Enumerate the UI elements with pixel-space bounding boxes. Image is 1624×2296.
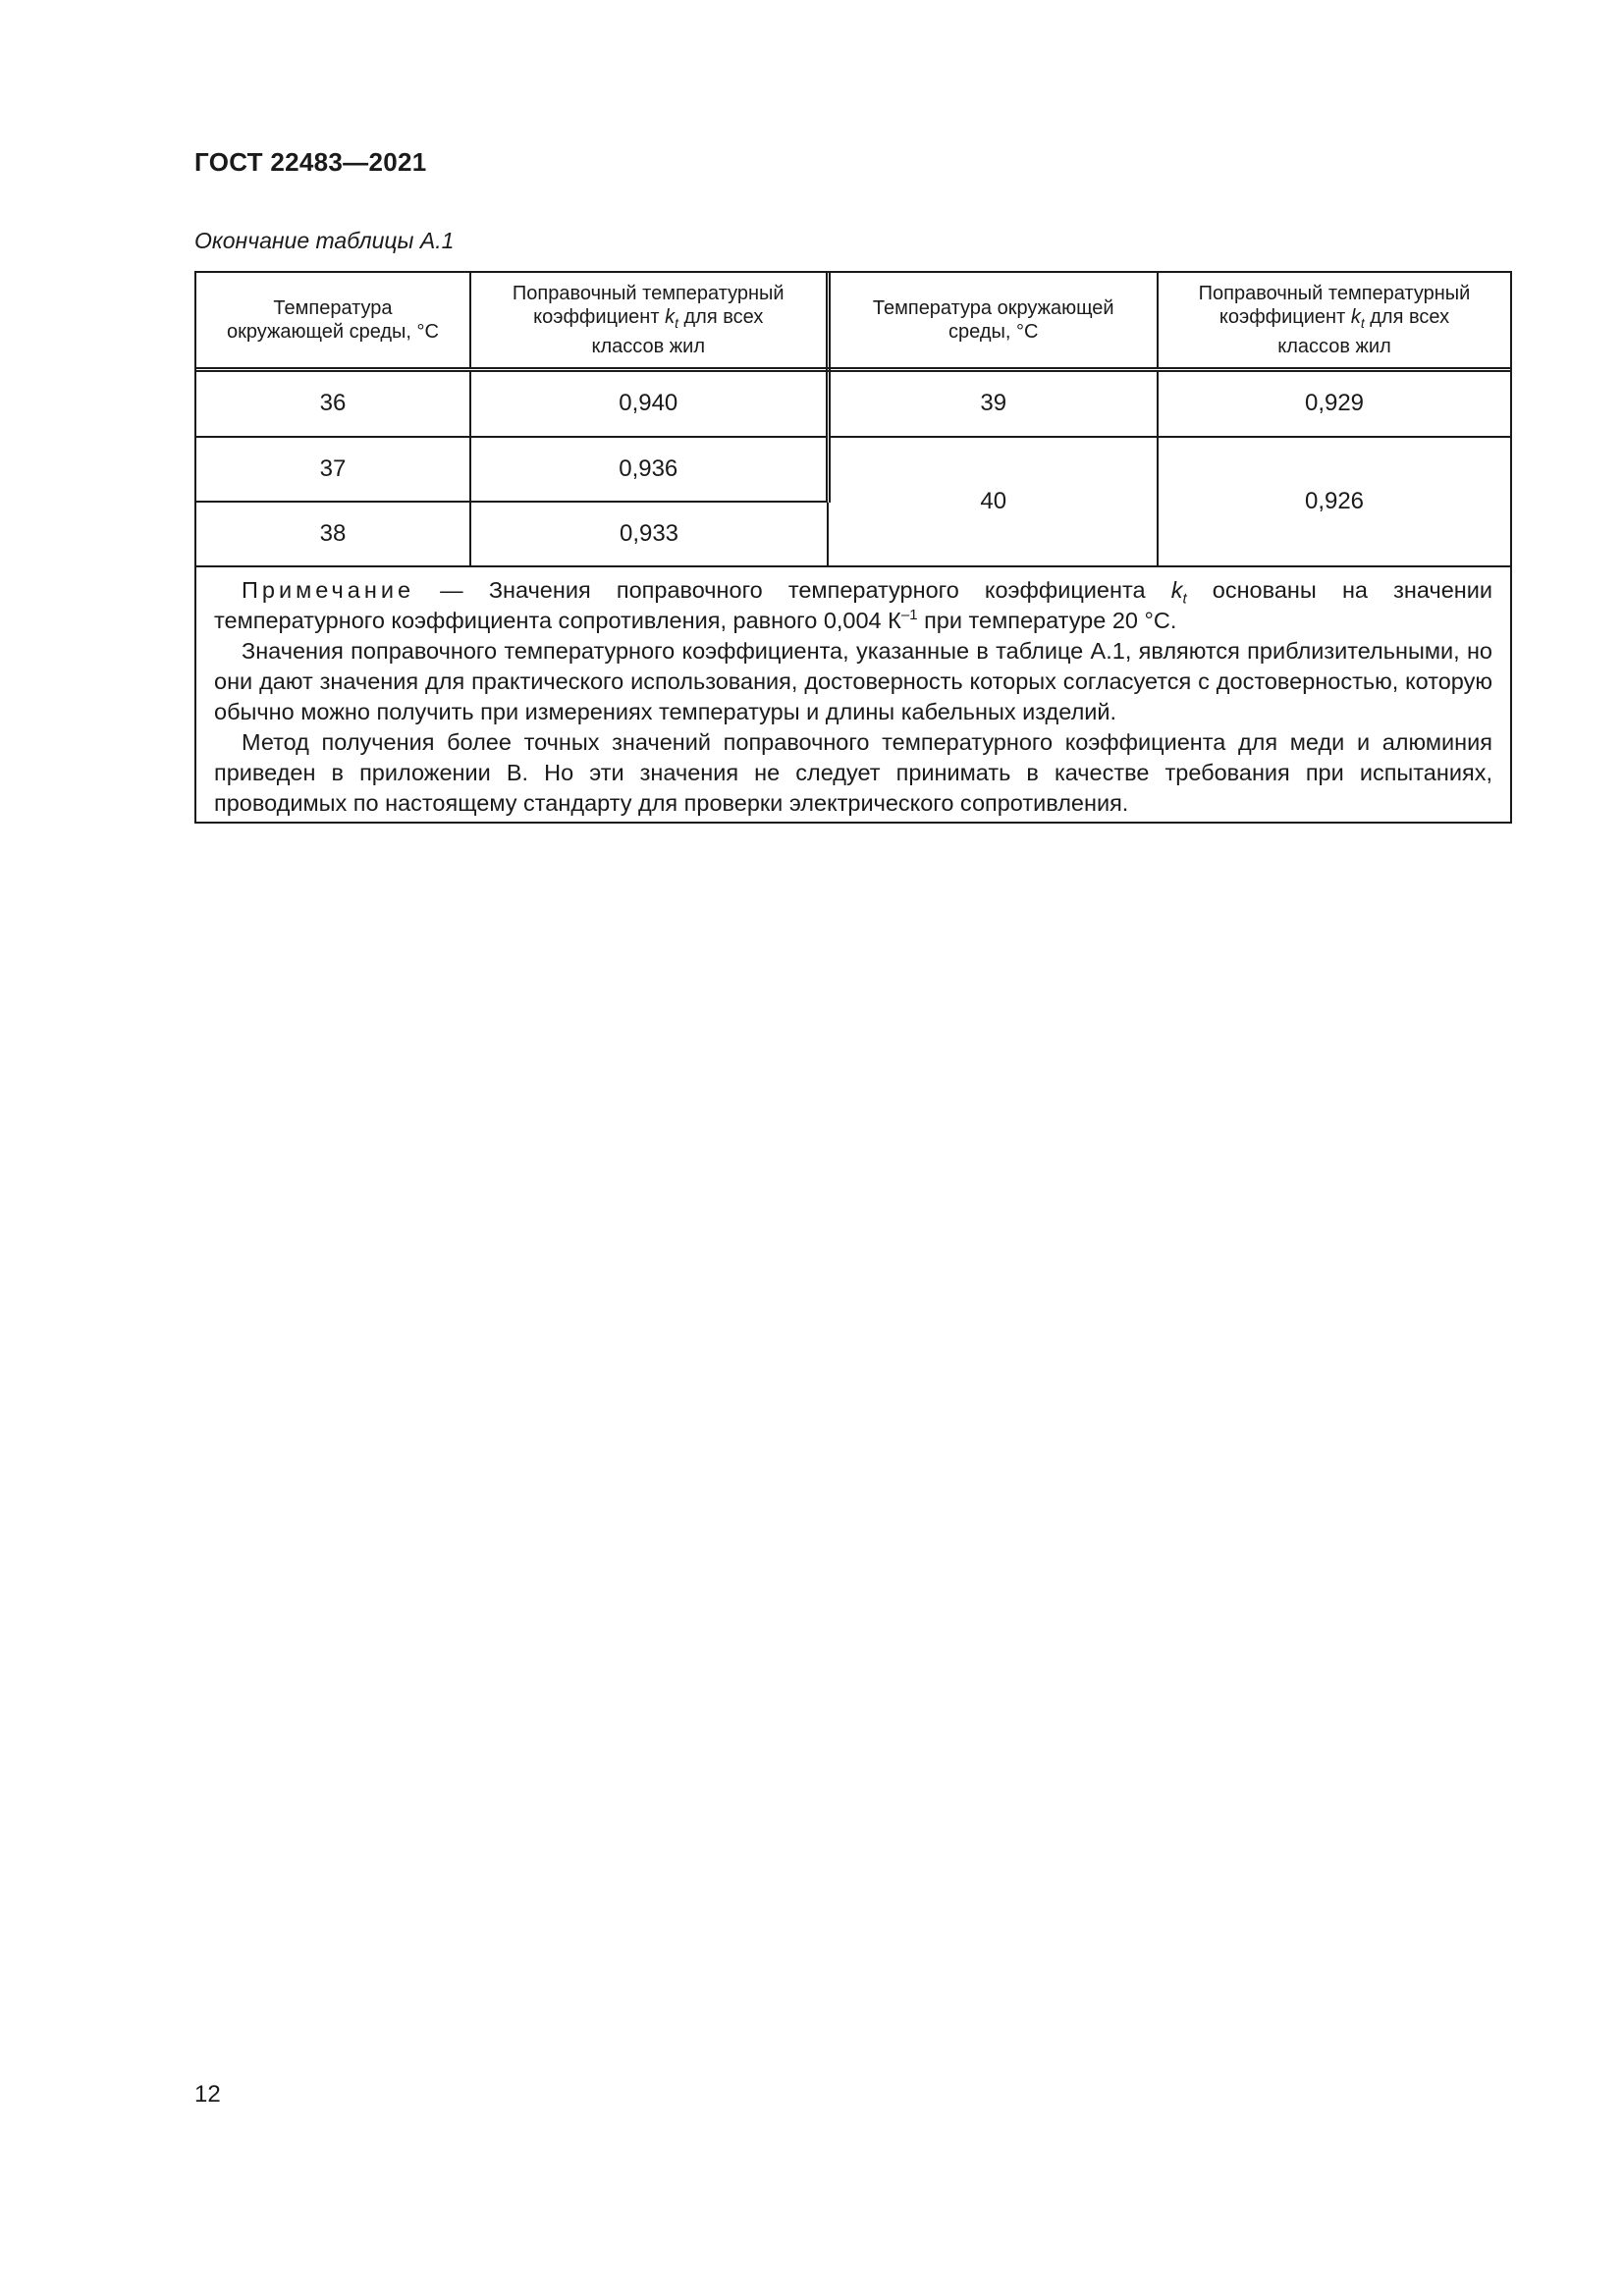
table-row [196, 437, 1510, 502]
cell-temp-36: 36 [196, 370, 470, 437]
column-header-temp-right: Температура окружающей среды, °С [828, 273, 1158, 370]
column-header-coef-right: Поправочный температурный коэффициент $k_t$ для всех классов жил [1158, 273, 1510, 370]
cell-temp-37: 37 [196, 437, 470, 502]
data-grid [196, 273, 1510, 565]
table-note [196, 565, 1510, 819]
table-caption: Окончание таблицы А.1 [194, 228, 455, 253]
note-paragraph-3: Метод получения более точных значений поправочного температурного коэффициента для меди и алюминия приведен в приложении В. Но эти значения не следует принимать в качестве требования при испытаниях, проводимых по настоящему стандарту для проверки электрического сопротивления. [214, 729, 1492, 816]
column-header-temp-left: Температура окружающей среды, °С [196, 273, 470, 370]
cell-coef-39: 0,929 [1158, 370, 1510, 437]
header-row [196, 273, 1510, 370]
correction-table [194, 271, 1512, 824]
column-header-coef-left: Поправочный температурный коэффициент $k_t$ для всех классов жил [470, 273, 828, 370]
note-paragraph-1: Примечание — Значения поправочного температурного коэффициента $k_t$ основаны на значении температурного коэффициента сопротивления, равного 0,004 $К^{-1}$ при температуре 20 °С. [214, 577, 1492, 633]
cell-temp-39: 39 [828, 370, 1158, 437]
cell-coef-37: 0,936 [470, 437, 828, 502]
cell-coef-40: 0,926 [1158, 437, 1510, 565]
cell-temp-40: 40 [828, 437, 1158, 565]
cell-temp-38: 38 [196, 502, 470, 565]
page-number: 12 [194, 2081, 221, 2108]
cell-coef-38: 0,933 [470, 502, 828, 565]
note-label: Примечание [242, 577, 415, 603]
note-paragraph-2: Значения поправочного температурного коэффициента, указанные в таблице А.1, являются приблизительными, но они дают значения для практического использования, достоверность которых согласуется с достоверностью, которую обычно можно получить при измерениях температуры и длины кабельных изделий. [214, 638, 1492, 724]
document-id: ГОСТ 22483—2021 [194, 147, 427, 177]
cell-coef-36: 0,940 [470, 370, 828, 437]
table-row [196, 370, 1510, 437]
